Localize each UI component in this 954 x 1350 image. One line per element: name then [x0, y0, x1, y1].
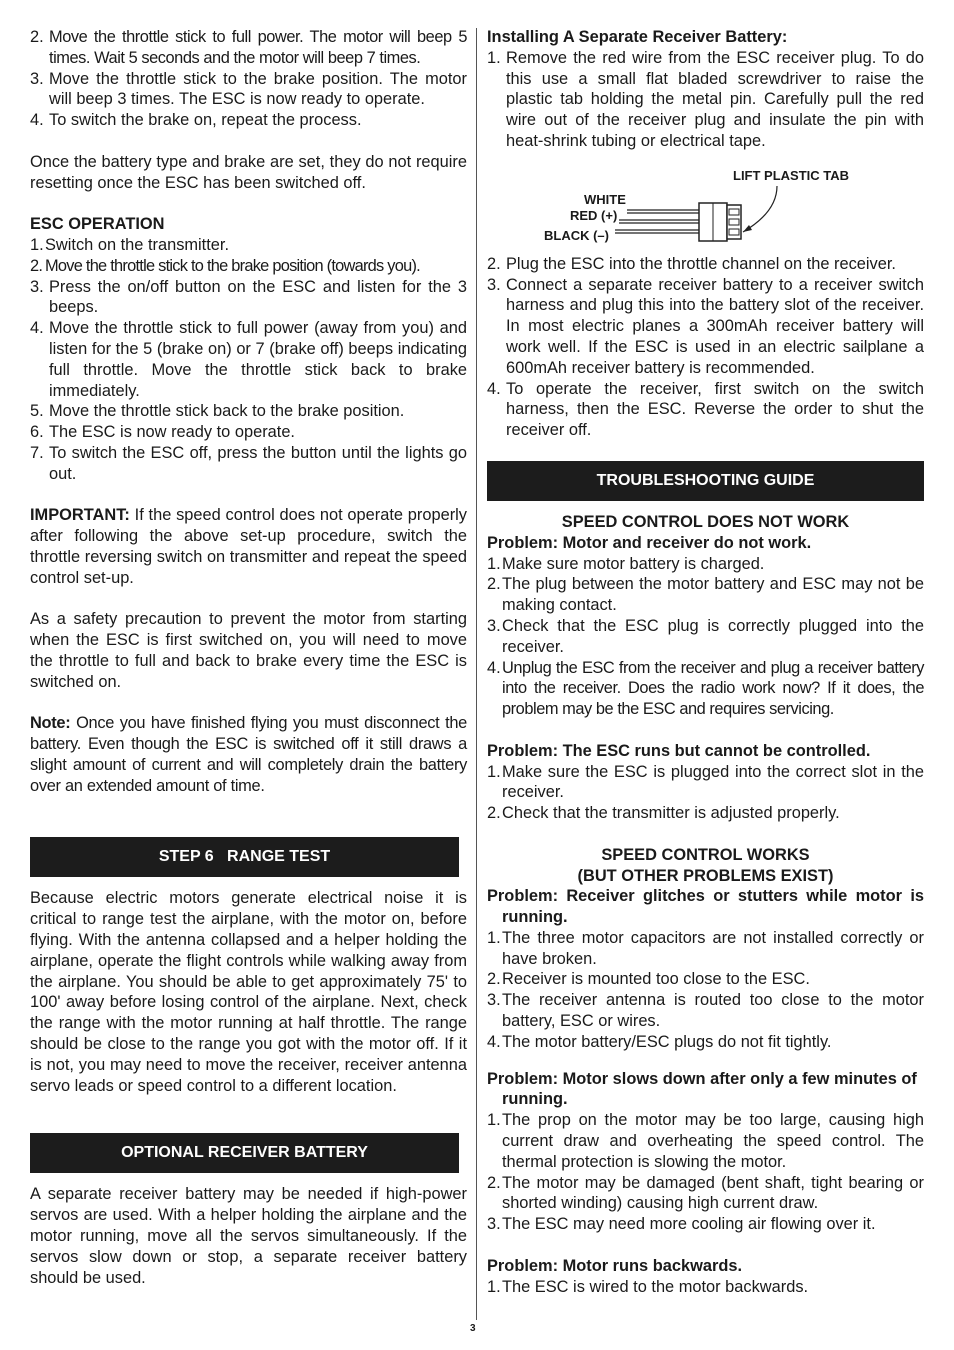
list-item: 3. Connect a separate receiver battery to a receiver switch harness and plug this into the battery slot of the receiver. In most electric planes a 300mAh receiver battery will work well. If the ESC is used in an electric sailplane a 600mAh receiver battery is recommended. — [487, 275, 924, 377]
problem-list — [487, 554, 924, 720]
list-item: 2. Move the throttle stick to full power. The motor will beep 5 times. Wait 5 seconds and the motor will beep 7 times. — [30, 28, 467, 67]
list-item: 1. The prop on the motor may be too large, causing high current draw and overheating the speed control. The thermal protection is slowing the motor. — [487, 1111, 924, 1171]
esc-operation-heading: ESC OPERATION — [30, 215, 165, 234]
important-label: IMPORTANT: — [30, 506, 130, 525]
optional-battery-banner: OPTIONAL RECEIVER BATTERY — [30, 1133, 459, 1173]
list-item: 7. To switch the ESC off, press the button until the lights go out. — [30, 443, 467, 483]
list-item: 4. Move the throttle stick to full power (away from you) and listen for the 5 (brake on) or 7 (brake off) beeps indicating full throttle. Move the throttle stick back to brake immediately. — [30, 319, 467, 400]
problem-heading: Problem: Receiver glitches or stutters while motor is running. — [487, 887, 924, 927]
list-item: 6. The ESC is now ready to operate. — [30, 423, 295, 442]
label-red-wire: RED (+) — [570, 207, 618, 223]
list-item: 2. Check that the transmitter is adjusted properly. — [487, 804, 840, 823]
optional-battery-paragraph: A separate receiver battery may be needed if high-power servos are used. With a helper holding the airplane and the motor running, move all the servos simultaneously. If the servos slow down or stop, a separate receiver battery should be used. — [30, 1185, 467, 1287]
list-item: 1. Make sure the ESC is plugged into the correct slot in the receiver. — [487, 762, 924, 802]
install-steps-list — [487, 254, 924, 441]
list-item: 3. The ESC may need more cooling air flowing over it. — [487, 1215, 876, 1234]
page-number: 3 — [470, 1323, 476, 1334]
section-subheading-works: (BUT OTHER PROBLEMS EXIST) — [577, 866, 834, 885]
column-divider — [476, 28, 477, 1320]
list-item: 1. The three motor capacitors are not installed correctly or have broken. — [487, 928, 924, 968]
list-item: 2. Receiver is mounted too close to the ESC. — [487, 970, 810, 989]
problem-heading: Problem: Motor runs backwards. — [487, 1256, 743, 1275]
safety-paragraph: As a safety precaution to prevent the motor from starting when the ESC is first switched on, you will need to move the throttle to full and back to brake every time the ESC is switched on. — [30, 610, 467, 691]
esc-steps-list — [30, 235, 467, 485]
list-item: 1. Remove the red wire from the ESC receiver plug. To do this use a small flat bladed screwdriver to raise the plastic tab holding the metal pin. Carefully pull the red wire out of the receiver plug and insulate the pin with heat-shrink tubing or electrical tape. — [487, 48, 924, 150]
list-item: 5. Move the throttle stick back to the brake position. — [30, 402, 405, 421]
list-item: 2. The motor may be damaged (bent shaft, tight bearing or shorted winding) causing high current draw. — [487, 1173, 924, 1213]
list-item: 1. The ESC is wired to the motor backwards. — [487, 1277, 809, 1296]
important-paragraph: IMPORTANT: If the speed control does not operate properly after following the above set-up procedure, switch the throttle reversing switch on transmitter and repeat the speed control set-up. — [30, 506, 467, 587]
problem-list — [487, 1110, 924, 1235]
list-item: 1. Switch on the transmitter. — [30, 235, 230, 254]
problem-list — [487, 928, 924, 1053]
range-test-paragraph: Because electric motors generate electrical noise it is critical to range test the airplane, with the motor on, before flying. With the antenna collapsed and a helper holding the airplane, operate the flight controls while walking away from the airplane. You should be able to get approximately 75' to 100' away before losing control of the airplane. Next, check the range with the motor running at half throttle. The range should be close to the range you got with the motor off. If it is not, you may need to move the receiver, receiver antenna servo leads or speed control to a different location. — [30, 889, 467, 1095]
list-item: 3. Check that the ESC plug is correctly plugged into the receiver. — [487, 616, 924, 656]
label-black-wire: BLACK (–) — [544, 227, 609, 243]
problem-list — [487, 1277, 924, 1298]
list-item: 4. To operate the receiver, first switch on the switch harness, then the ESC. Reverse the order to shut the receiver off. — [487, 379, 924, 440]
problem-heading: Problem: The ESC runs but cannot be controlled. — [487, 741, 871, 760]
list-item: 1. Make sure motor battery is charged. — [487, 554, 765, 573]
troubleshooting-banner: TROUBLESHOOTING GUIDE — [487, 461, 924, 501]
list-item: 2. Plug the ESC into the throttle channel on the receiver. — [487, 254, 896, 273]
left-column — [30, 27, 467, 1288]
list-item: 3. Move the throttle stick to the brake position. The motor will beep 3 times. The ESC is now ready to operate. — [30, 69, 467, 109]
range-test-banner: STEP 6 RANGE TEST — [30, 837, 459, 877]
list-item: 2. The plug between the motor battery and ESC may not be making contact. — [487, 575, 924, 615]
section-heading-does-not-work: SPEED CONTROL DOES NOT WORK — [561, 512, 850, 531]
list-item: 2. Move the throttle stick to the brake position (towards you). — [30, 256, 420, 275]
receiver-plug-diagram — [487, 152, 924, 254]
label-lift-plastic-tab: LIFT PLASTIC TAB — [733, 167, 850, 183]
problem-heading: Problem: Motor and receiver do not work. — [487, 533, 812, 552]
note-paragraph: Note: Once you have finished flying you must disconnect the battery. Even though the ESC is switched off it still draws a slight amount of current and will completely drain the battery over an extended amount of time. — [30, 714, 467, 795]
problem-list — [487, 762, 924, 824]
problem-heading: Problem: Motor slows down after only a few minutes of running. — [487, 1069, 917, 1109]
brake-steps-list — [30, 27, 467, 131]
battery-note-paragraph: Once the battery type and brake are set, they do not require resetting once the ESC has been switched off. — [30, 152, 467, 192]
right-column — [487, 27, 924, 1297]
label-white-wire: WHITE — [584, 191, 626, 207]
section-heading-works: SPEED CONTROL WORKS — [601, 845, 810, 864]
install-heading: Installing A Separate Receiver Battery: — [487, 28, 788, 46]
note-label: Note: — [30, 714, 71, 733]
list-item: 4. Unplug the ESC from the receiver and plug a receiver battery into the receiver. Does the radio work now? If it does, the problem may be the ESC and requires servicing. — [487, 658, 924, 719]
list-item: 3. The receiver antenna is routed too close to the motor battery, ESC or wires. — [487, 991, 924, 1031]
list-item: 4. To switch the brake on, repeat the process. — [30, 111, 362, 130]
list-item: 4. The motor battery/ESC plugs do not fit tightly. — [487, 1032, 832, 1051]
list-item: 3. Press the on/off button on the ESC and listen for the 3 beeps. — [30, 277, 467, 317]
